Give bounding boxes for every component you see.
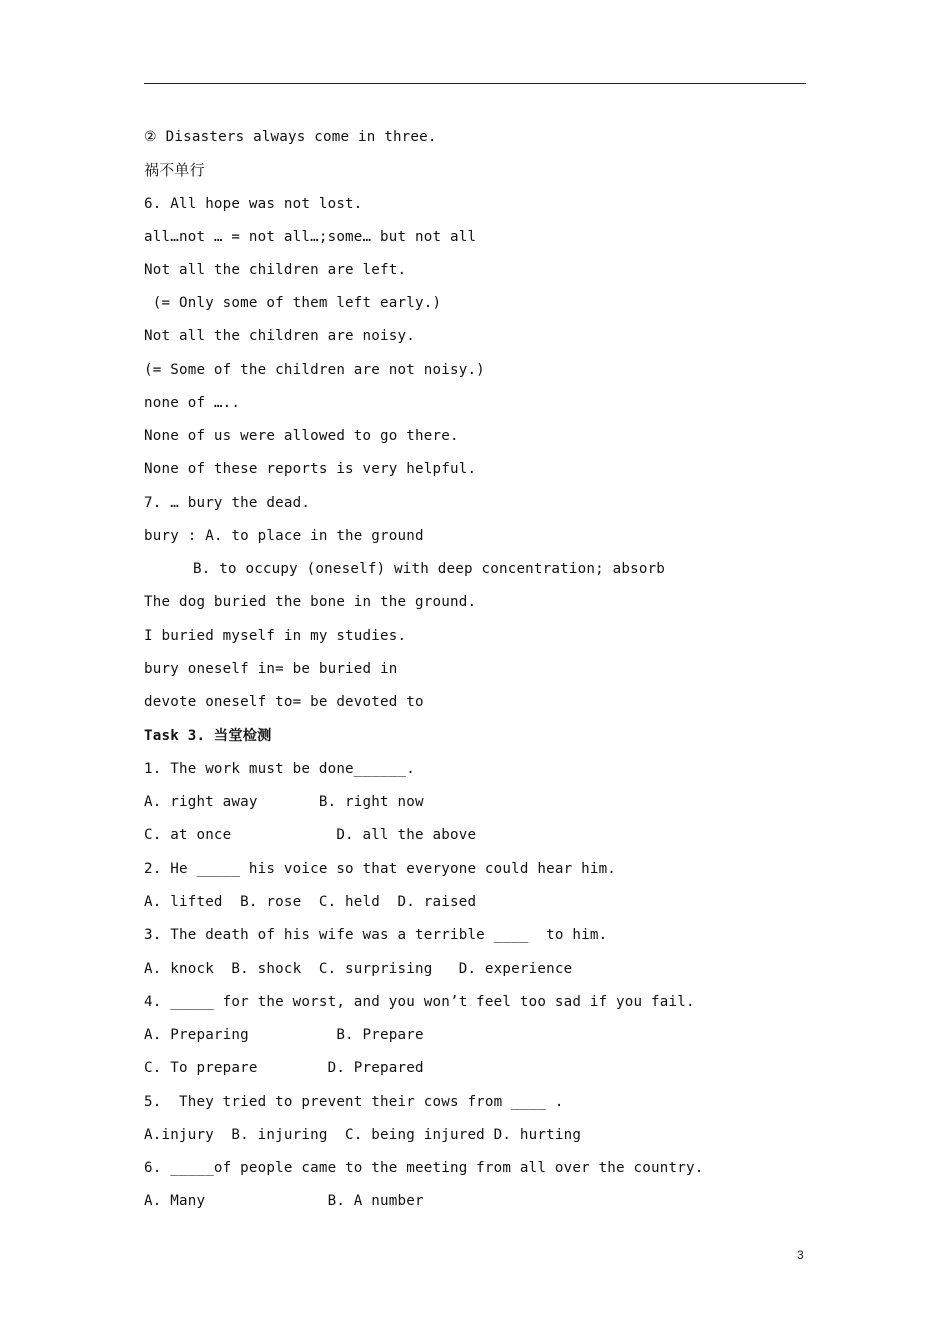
options-line: A. lifted B. rose C. held D. raised [144,894,477,910]
definition-line: B. to occupy (oneself) with deep concentration; absorb [193,561,666,577]
question-line: 3. The death of his wife was a terrible ____ to him. [144,927,608,943]
example-line: Not all the children are left. [144,262,407,278]
options-line: C. To prepare D. Prepared [144,1060,424,1076]
options-line: A. Many B. A number [144,1193,424,1209]
example-line: The dog buried the bone in the ground. [144,594,477,610]
definition-line: bury : A. to place in the ground [144,528,424,544]
translation-line: 祸不单行 [144,161,205,179]
note-line: none of ….. [144,395,249,411]
example-line: (= Some of the children are not noisy.) [144,362,485,378]
example-line: I buried myself in my studies. [144,628,407,644]
question-line: 4. _____ for the worst, and you won’t feel too sad if you fail. [144,994,695,1010]
note-line: bury oneself in= be buried in [144,661,398,677]
page-number: 3 [797,1248,804,1262]
item-heading: 6. All hope was not lost. [144,196,363,212]
section-heading: Task 3. 当堂检测 [144,728,272,744]
question-line: 5. They tried to prevent their cows from ____ . [144,1094,564,1110]
question-line: 1. The work must be done______. [144,761,415,777]
question-line: 2. He _____ his voice so that everyone could hear him. [144,861,617,877]
options-line: A. right away B. right now [144,794,424,810]
example-line: (= Only some of them left early.) [144,295,442,311]
item-heading: 7. … bury the dead. [144,495,311,511]
header-rule [144,83,806,84]
note-line: all…not … = not all…;some… but not all [144,229,477,245]
example-line: ② Disasters always come in three. [144,129,437,145]
options-line: A.injury B. injuring C. being injured D. hurting [144,1127,582,1143]
options-line: A. knock B. shock C. surprising D. experience [144,961,573,977]
question-line: 6. _____of people came to the meeting from all over the country. [144,1160,704,1176]
note-line: devote oneself to= be devoted to [144,694,424,710]
example-line: None of us were allowed to go there. [144,428,459,444]
options-line: C. at once D. all the above [144,827,477,843]
options-line: A. Preparing B. Prepare [144,1027,424,1043]
example-line: None of these reports is very helpful. [144,461,477,477]
example-line: Not all the children are noisy. [144,328,415,344]
